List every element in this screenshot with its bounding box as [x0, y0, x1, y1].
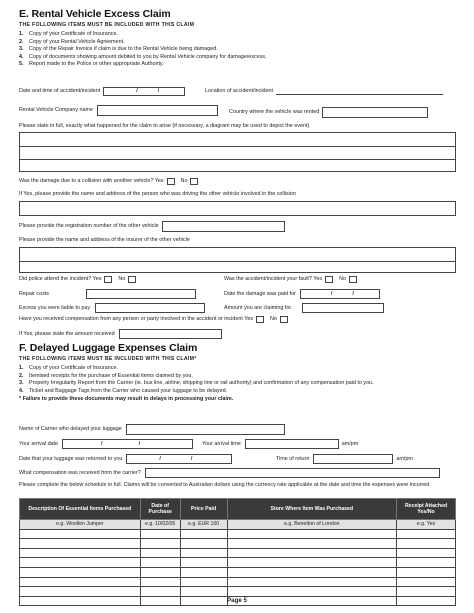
fault-no-label: No [339, 276, 346, 283]
arrival-time-row [202, 439, 358, 449]
registration-field[interactable] [162, 221, 285, 232]
header-description: Description Of Essential Items Purchased [20, 499, 141, 520]
excess-label: Excess you were liable to pay [19, 304, 91, 311]
compensation-no-label: No [270, 316, 277, 323]
section-e-title: E. Rental Vehicle Excess Claim [19, 8, 171, 20]
table-row[interactable] [20, 558, 456, 568]
arrival-time-field[interactable] [245, 439, 339, 449]
header-price: Price Paid [180, 499, 227, 520]
accident-location-label: Location of accident/incident [205, 87, 274, 94]
luggage-returned-label: Date that your luggage was returned to you [19, 455, 123, 462]
rental-company-label: Rental Vehicle Company name [19, 107, 94, 114]
list-item: 4. Copy of documents showing amount debited to you by Rental Vehicle company for damage/excess. [19, 53, 267, 60]
date-paid-field[interactable]: / / [300, 289, 380, 299]
registration-label: Please provide the registration number of the other vehicle [19, 223, 159, 230]
carrier-field[interactable] [126, 424, 285, 435]
return-time-field[interactable] [313, 454, 393, 464]
luggage-returned-row [19, 454, 232, 464]
section-e-requirements-list [19, 31, 456, 69]
section-f [19, 342, 456, 403]
arrival-date-row [19, 439, 193, 449]
collision-question-row [19, 178, 198, 185]
police-yes-checkbox[interactable] [104, 276, 112, 283]
header-receipt: Receipt Attached Yes/No [397, 499, 456, 520]
amount-claiming-label: Amount you are claiming for [224, 304, 292, 311]
table-row-example [20, 520, 456, 530]
example-description: e.g. Woollen Jumper [20, 520, 141, 530]
list-item: 4. Ticket and Baggage Tags from the Carrier who caused your luggage to be delayed. [19, 387, 228, 394]
header-store: Store Where Item Was Purchased [227, 499, 397, 520]
compensation-no-checkbox[interactable] [280, 316, 288, 323]
claim-form-page [19, 8, 456, 528]
compensation-label: Have you received compensation from any person or party involved in the accident or incident Yes [19, 316, 254, 323]
fault-row [224, 276, 357, 283]
return-ampm-label: am/pm [396, 455, 413, 462]
list-item: 3. Property Irregularity Report from the Carrier (ie. bus line, airline, shipping line or rail authority) and confirmation of any compensation paid to you. [19, 380, 374, 387]
collision-no-label: No [180, 178, 188, 185]
arrival-date-label: Your arrival date [19, 440, 59, 447]
repair-costs-row [19, 289, 196, 299]
excess-row [19, 303, 205, 313]
fault-yes-checkbox[interactable] [325, 276, 333, 283]
amount-claiming-field[interactable] [302, 303, 384, 313]
list-item: 2. Itemised receipts for the purchase of Essential items claimed by you. [19, 372, 193, 379]
accident-datetime-label: Date and time of accident/incident [19, 88, 101, 95]
other-driver-label: If Yes, please provide the name and address of the person who was driving the other vehicle involved in the collision [19, 191, 296, 197]
section-e-subtitle: THE FOLLOWING ITEMS MUST BE INCLUDED WITH THIS CLAIM [19, 22, 195, 29]
police-attend-label: Did police attend the incident? Yes [19, 276, 102, 283]
police-no-label: No [118, 276, 126, 283]
page-number: Page 5 [227, 597, 247, 604]
list-item: 1. Copy of your Certificate of Insurance. [19, 365, 118, 372]
carrier-compensation-row [19, 468, 440, 478]
compensation-row [19, 316, 288, 323]
example-price: e.g. EUR 100 [180, 520, 227, 530]
fault-no-checkbox[interactable] [349, 276, 357, 283]
police-attend-row [19, 276, 136, 283]
carrier-label: Name of Carrier who delayed your luggage [19, 426, 122, 433]
date-paid-label: Date the damage was paid for [224, 290, 296, 297]
header-date: Date of Purchase [140, 499, 180, 520]
table-row[interactable] [20, 567, 456, 577]
arrival-date-field[interactable]: / / [62, 439, 193, 449]
amount-received-field[interactable] [119, 329, 222, 339]
rental-country-label: Country where the vehicle was rented [229, 109, 320, 116]
return-time-row [276, 454, 413, 464]
list-item: 5. Report made to the Police or other appropriate Authority. [19, 61, 164, 68]
luggage-returned-field[interactable]: / / [126, 454, 232, 464]
list-item: 2. Copy of your Rental Vehicle Agreement. [19, 38, 125, 45]
rental-company-field[interactable] [97, 105, 218, 116]
amount-received-label: If Yes, please state the amount received [19, 330, 115, 337]
list-item: 3. Copy of the Repair Invoice if claim is due to the Rental Vehicle being damaged. [19, 46, 218, 53]
section-f-subtitle: THE FOLLOWING ITEMS MUST BE INCLUDED WITH THIS CLAIM* [19, 356, 197, 363]
carrier-compensation-field[interactable] [145, 468, 440, 478]
table-row[interactable] [20, 587, 456, 597]
amount-claiming-row [224, 303, 384, 313]
return-time-label: Time of return [276, 455, 310, 462]
rental-country-field[interactable] [322, 107, 428, 118]
section-f-title: F. Delayed Luggage Expenses Claim [19, 342, 198, 354]
amount-received-row [19, 329, 222, 339]
accident-location-field[interactable] [276, 87, 443, 95]
example-date: e.g. 10/02/05 [140, 520, 180, 530]
arrival-time-label: Your arrival time [202, 440, 241, 447]
police-no-checkbox[interactable] [128, 276, 136, 283]
rental-country-row [229, 107, 428, 118]
table-row[interactable] [20, 577, 456, 587]
fault-label: Was the accident/incident your fault? Yes [224, 276, 323, 283]
documents-warning: * Failure to provide these documents may result in delays in processing your claim. [19, 396, 234, 402]
other-driver-field[interactable] [19, 201, 456, 216]
table-row[interactable] [20, 548, 456, 558]
expense-schedule-table [19, 498, 456, 606]
example-receipt: e.g. Yes [397, 520, 456, 530]
schedule-intro: Please complete the below schedule in full. Claims will be converted to Australian dollars using the currency rate applicable at the date and time the expenses were incurred [19, 482, 430, 488]
incident-description-box[interactable] [19, 132, 456, 172]
rental-company-row [19, 105, 218, 116]
accident-datetime-row [19, 87, 185, 96]
incident-description-label: Please state in full, exactly what happened for the claim to arise (if necessary, a diagram may be used to depict the event) [19, 123, 310, 129]
accident-location-row [205, 87, 443, 95]
list-item: 1. Copy of your Certificate of Insurance. [19, 31, 118, 38]
collision-no-checkbox[interactable] [190, 178, 198, 185]
table-header-row [20, 499, 456, 520]
example-store: e.g. Benetton of London [227, 520, 397, 530]
repair-costs-label: Repair costs [19, 290, 49, 297]
date-paid-row [224, 289, 380, 299]
carrier-row [19, 424, 285, 435]
registration-row [19, 221, 285, 232]
excess-field[interactable] [95, 303, 205, 313]
collision-yes-checkbox[interactable] [167, 178, 175, 185]
collision-question-label: Was the damage due to a collision with another vehicle? Yes [19, 178, 164, 185]
carrier-compensation-label: What compensation was received from the carrier? [19, 469, 141, 476]
other-insurer-label: Please provide the name and address of the insurer of the other vehicle [19, 237, 190, 243]
repair-costs-field[interactable] [86, 289, 196, 299]
accident-date-field[interactable]: / / [103, 87, 185, 96]
arrival-ampm-label: am/pm [341, 440, 359, 447]
other-insurer-box[interactable] [19, 247, 456, 273]
compensation-yes-checkbox[interactable] [256, 316, 264, 323]
section-f-requirements-list [19, 365, 456, 395]
table-row[interactable] [20, 529, 456, 539]
table-row[interactable] [20, 539, 456, 549]
